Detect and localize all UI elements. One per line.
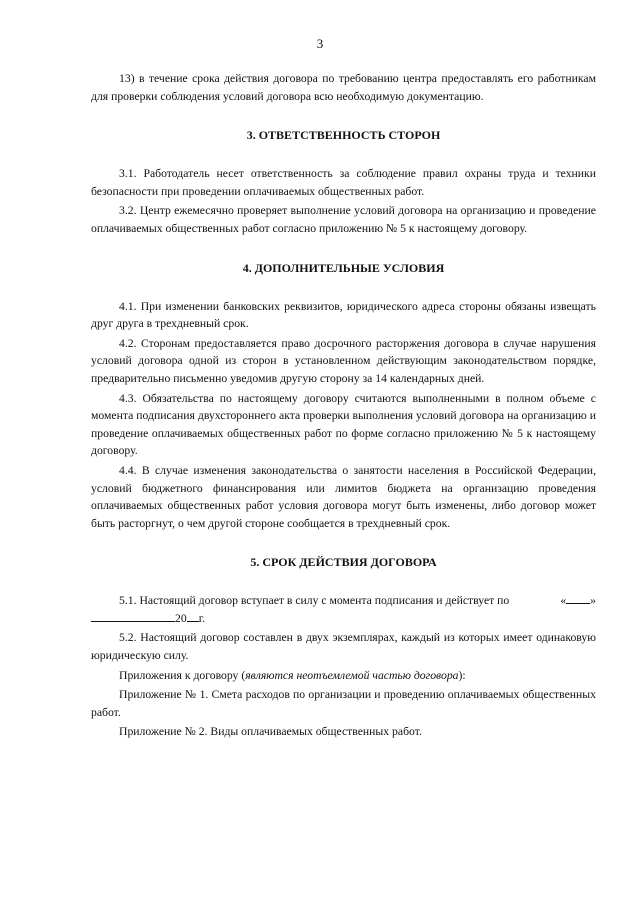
end-date-line — [91, 610, 596, 628]
year-suffix: г. — [198, 611, 206, 625]
item-13-paragraph: 13) в течение срока действия договора по требованию центра предоставлять его работникам для проверки соблюдения условий договора всю необходимую документацию. — [91, 72, 596, 103]
section-5-heading: 5. СРОК ДЕЙСТВИЯ ДОГОВОРА — [250, 555, 437, 570]
appendix-1-paragraph: Приложение № 1. Смета расходов по организации и проведению оплачиваемых общественных работ. — [91, 688, 596, 719]
appendix-2-paragraph: Приложение № 2. Виды оплачиваемых общественных работ. — [119, 725, 422, 739]
year-blank — [187, 610, 199, 622]
section-5-2-paragraph: 5.2. Настоящий договор составлен в двух экземплярах, каждый из которых имеет одинаковую юридическую силу. — [91, 631, 596, 663]
section-4-2-paragraph: 4.2. Сторонам предоставляется право досрочного расторжения договора в случае нарушения условий договора одной из сторон в установленном действующим законодательством порядке, предварительно письменно уведомив другую сторону за 14 календарных дней. — [91, 336, 596, 385]
section-5-1-paragraph — [91, 592, 596, 610]
appendix-italic-note: являются неотъемлемой частью договора — [245, 668, 459, 682]
section-4-heading: 4. ДОПОЛНИТЕЛЬНЫЕ УСЛОВИЯ — [242, 260, 445, 275]
section-4-4-paragraph: 4.4. В случае изменения законодательства о занятости населения в Российской Федерации, условий бюджетного финансирования или лимитов бюджета на организацию проведения оплачиваемых общественных работ условия договора могут быть изменены, либо договор может быть расторгнут, о чем другой стороне сообщается в трехдневный срок. — [91, 463, 596, 530]
end-date-month-blank — [91, 610, 175, 622]
section-5-1-text: 5.1. Настоящий договор вступает в силу с момента подписания и действует по — [119, 594, 510, 608]
section-3-1-paragraph: 3.1. Работодатель несет ответственность за соблюдение правил охраны труда и техники безопасности при проведении оплачиваемых общественных работ. — [91, 167, 596, 198]
document-body — [91, 70, 596, 741]
section-3-heading: 3. ОТВЕТСТВЕННОСТЬ СТОРОН — [246, 128, 441, 143]
section-4-1-paragraph: 4.1. При изменении банковских реквизитов, юридического адреса стороны обязаны извещать друг друга в трехдневный срок. — [91, 299, 596, 331]
section-3-2-paragraph: 3.2. Центр ежемесячно проверяет выполнение условий договора на организацию и проведение оплачиваемых общественных работ согласно приложению № 5 к настоящему договору. — [91, 204, 596, 235]
appendix-intro: Приложения к договору (являются неотъемлемой частью договора): — [119, 668, 466, 682]
page-number: 3 — [316, 36, 324, 51]
end-date-day-field: « » — [560, 594, 596, 608]
year-prefix: 20 — [175, 611, 187, 625]
section-4-3-paragraph: 4.3. Обязательства по настоящему договору считаются выполненными в полном объеме с момента подписания двухстороннего акта проверки выполнения условий договора на организацию и проведение оплачиваемых общественных работ по форме согласно приложению № 5 к настоящему договору. — [91, 391, 596, 458]
